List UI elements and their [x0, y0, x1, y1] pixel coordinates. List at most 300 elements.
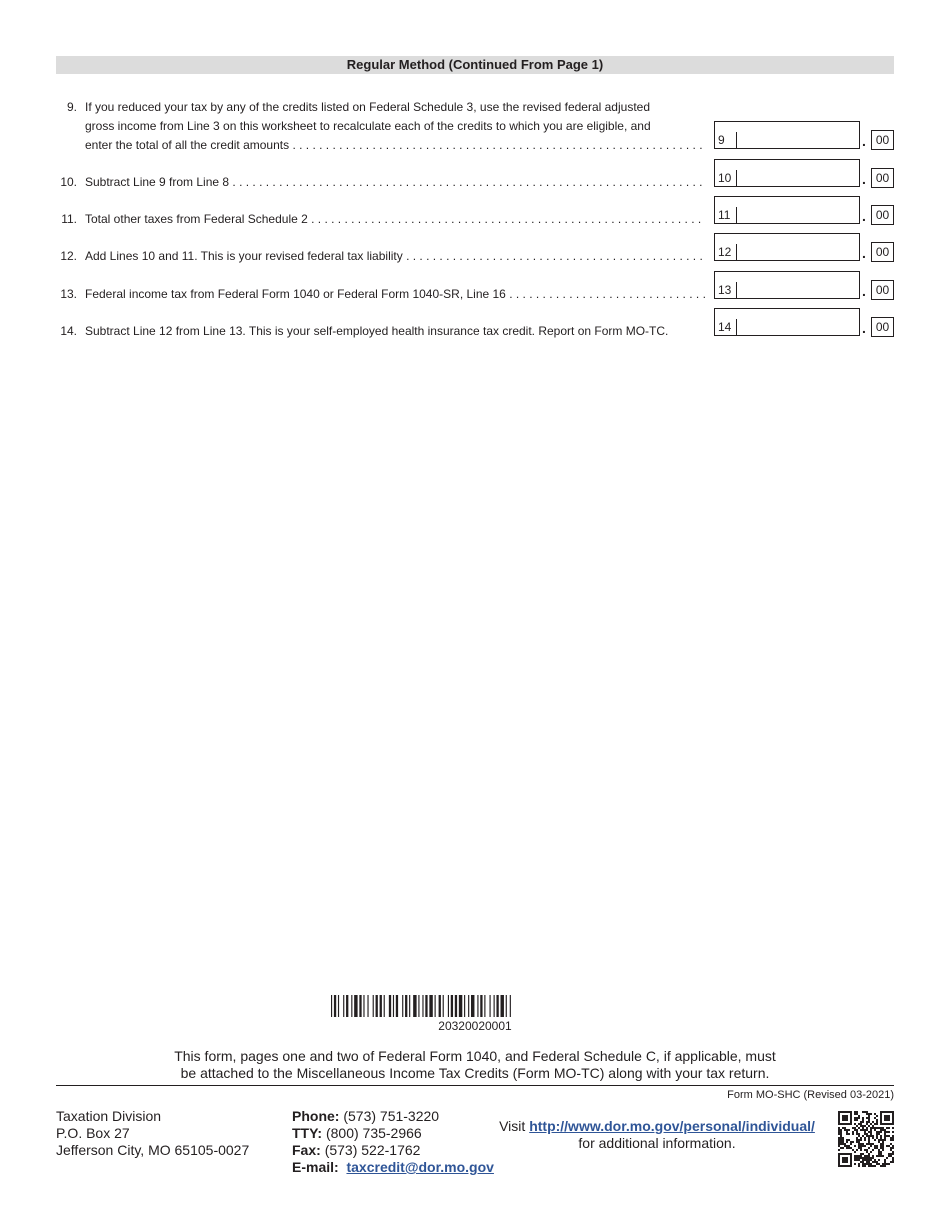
qr-module — [884, 1133, 886, 1135]
qr-module — [890, 1139, 892, 1141]
qr-module — [848, 1129, 850, 1131]
line-description — [85, 173, 705, 192]
tty-label: TTY: — [292, 1125, 323, 1141]
qr-module — [882, 1147, 884, 1149]
qr-module — [872, 1161, 874, 1163]
line-11-cents-field[interactable]: 00 — [871, 205, 894, 225]
line-description — [85, 322, 705, 341]
qr-module — [872, 1165, 874, 1167]
barcode-bar — [331, 995, 332, 1017]
qr-module — [872, 1127, 874, 1129]
qr-module — [854, 1111, 856, 1113]
line-13-cents-field[interactable]: 00 — [871, 280, 894, 300]
barcode-bar — [506, 995, 507, 1017]
line-12-cents-field[interactable]: 00 — [871, 242, 894, 262]
qr-module — [878, 1159, 880, 1161]
qr-module — [858, 1145, 860, 1147]
qr-module — [876, 1145, 878, 1147]
qr-module — [876, 1163, 878, 1165]
qr-module — [864, 1149, 866, 1151]
qr-module — [862, 1135, 864, 1137]
qr-module — [880, 1111, 894, 1113]
decimal-point: . — [862, 245, 866, 261]
address-line: P.O. Box 27 — [56, 1125, 130, 1141]
qr-module — [854, 1123, 856, 1125]
qr-module — [860, 1137, 862, 1139]
box-label: 11 — [715, 207, 737, 223]
line-text-part: enter the total of all the credit amounts . . . — [85, 136, 705, 155]
barcode-bar — [363, 995, 364, 1017]
qr-module — [866, 1157, 868, 1159]
qr-module — [870, 1165, 872, 1167]
qr-module — [892, 1153, 894, 1155]
qr-module — [872, 1135, 874, 1137]
barcode-bar — [405, 995, 407, 1017]
qr-module — [860, 1139, 862, 1141]
line-number: 13. — [60, 287, 77, 301]
qr-module — [868, 1119, 870, 1121]
qr-module — [892, 1137, 894, 1139]
email-row — [292, 1159, 494, 1176]
barcode-bar — [501, 995, 504, 1017]
barcode-bar — [334, 995, 336, 1017]
qr-module — [840, 1143, 842, 1145]
qr-module — [890, 1149, 892, 1151]
barcode-bar — [354, 995, 357, 1017]
qr-module — [854, 1145, 856, 1147]
qr-module — [872, 1137, 874, 1139]
qr-module — [868, 1157, 870, 1159]
qr-module — [864, 1165, 866, 1167]
qr-module — [850, 1153, 852, 1167]
qr-module — [864, 1131, 866, 1133]
barcode-bar — [439, 995, 441, 1017]
line-14-amount-field[interactable] — [714, 308, 860, 336]
qr-module — [852, 1127, 854, 1129]
qr-module — [878, 1163, 880, 1165]
qr-module — [858, 1143, 860, 1145]
qr-module — [892, 1159, 894, 1161]
qr-module — [866, 1127, 868, 1129]
qr-module — [878, 1149, 880, 1151]
phone-row — [292, 1108, 494, 1125]
qr-module — [860, 1157, 862, 1159]
line-12-amount-field[interactable] — [714, 233, 860, 261]
qr-module — [842, 1139, 844, 1141]
barcode-bar — [409, 995, 410, 1017]
line-text-part: Total other taxes from Federal Schedule 2 . . . — [85, 210, 705, 229]
barcode-number: 20320020001 — [438, 1019, 512, 1033]
qr-module — [884, 1165, 886, 1167]
qr-module — [876, 1135, 878, 1137]
qr-module — [858, 1141, 860, 1143]
qr-module — [880, 1127, 882, 1129]
phone-label: Phone: — [292, 1108, 340, 1124]
qr-module — [858, 1133, 860, 1135]
qr-module — [850, 1143, 852, 1145]
qr-module — [858, 1159, 860, 1161]
qr-module — [868, 1143, 870, 1145]
qr-module — [888, 1155, 890, 1157]
qr-module — [862, 1163, 864, 1165]
website-link[interactable]: http://www.dor.mo.gov/personal/individual/ — [529, 1118, 815, 1134]
qr-module — [850, 1147, 852, 1149]
qr-module — [882, 1143, 884, 1145]
qr-module — [884, 1161, 886, 1163]
qr-module — [866, 1121, 868, 1123]
line-description — [85, 98, 705, 155]
qr-module — [838, 1145, 840, 1147]
notice-line: be attached to the Miscellaneous Income Tax Credits (Form MO-TC) along with your tax return. — [180, 1065, 770, 1081]
qr-module — [838, 1133, 840, 1135]
barcode-bar — [459, 995, 462, 1017]
qr-module — [868, 1163, 870, 1165]
qr-module — [858, 1115, 860, 1117]
qr-module — [880, 1137, 882, 1139]
barcode-bar — [393, 995, 394, 1017]
qr-module — [854, 1113, 856, 1115]
qr-module — [890, 1137, 892, 1139]
barcode-bar — [373, 995, 374, 1017]
qr-module — [840, 1141, 842, 1143]
qr-module — [868, 1117, 870, 1119]
qr-module — [870, 1131, 872, 1133]
qr-module — [876, 1123, 878, 1125]
qr-module — [876, 1119, 878, 1121]
qr-module — [844, 1129, 846, 1131]
qr-module — [856, 1131, 858, 1133]
barcode-bar — [343, 995, 344, 1017]
line-number: 11. — [61, 212, 77, 226]
barcode-image — [331, 995, 619, 1017]
qr-module — [862, 1121, 864, 1123]
barcode-bar — [435, 995, 436, 1017]
qr-module — [874, 1113, 876, 1115]
qr-module — [864, 1133, 866, 1135]
qr-module — [876, 1127, 878, 1129]
qr-module — [846, 1147, 848, 1149]
qr-module — [838, 1153, 852, 1155]
line-9-cents-field[interactable]: 00 — [871, 130, 894, 150]
barcode-bar — [413, 995, 416, 1017]
box-label: 9 — [715, 132, 737, 148]
qr-module — [838, 1141, 840, 1143]
line-13-amount-field[interactable] — [714, 271, 860, 299]
qr-module — [880, 1165, 882, 1167]
qr-module — [884, 1139, 886, 1141]
qr-module — [872, 1155, 874, 1157]
qr-module — [868, 1159, 870, 1161]
visit-suffix: for additional information. — [578, 1135, 736, 1151]
qr-module — [854, 1159, 856, 1161]
qr-module — [890, 1161, 892, 1163]
qr-module — [858, 1157, 860, 1159]
qr-module — [868, 1161, 870, 1163]
qr-module — [854, 1151, 856, 1153]
qr-module — [876, 1133, 878, 1135]
qr-module — [880, 1139, 882, 1141]
address-line: Jefferson City, MO 65105-0027 — [56, 1142, 250, 1158]
qr-module — [840, 1137, 842, 1139]
qr-module — [874, 1147, 876, 1149]
decimal-point: . — [862, 320, 866, 336]
barcode-bar — [455, 995, 457, 1017]
qr-module — [886, 1135, 888, 1137]
barcode-bar — [396, 995, 398, 1017]
qr-module — [874, 1139, 876, 1141]
barcode-bar — [376, 995, 378, 1017]
mailing-address — [56, 1108, 249, 1159]
qr-module — [888, 1127, 890, 1129]
barcode-bar — [402, 995, 403, 1017]
barcode-bar — [425, 995, 427, 1017]
line-14-cents-field[interactable]: 00 — [871, 317, 894, 337]
barcode-bar — [338, 995, 339, 1017]
qr-module — [878, 1127, 880, 1129]
qr-module — [838, 1111, 840, 1125]
qr-module — [868, 1137, 870, 1139]
qr-module — [838, 1123, 852, 1125]
qr-module — [866, 1155, 868, 1157]
email-label: E-mail: — [292, 1159, 339, 1175]
notice-line: This form, pages one and two of Federal Form 1040, and Federal Schedule C, if applicable, must — [174, 1048, 776, 1064]
qr-module — [870, 1133, 872, 1135]
qr-module — [876, 1131, 878, 1133]
barcode-bar — [367, 995, 368, 1017]
decimal-point: . — [862, 283, 866, 299]
qr-module — [880, 1145, 882, 1147]
line-10-cents-field[interactable]: 00 — [871, 168, 894, 188]
qr-module — [870, 1123, 872, 1125]
qr-module — [850, 1111, 852, 1125]
qr-module — [874, 1161, 876, 1163]
tty-row — [292, 1125, 494, 1142]
line-11-amount-field[interactable] — [714, 196, 860, 224]
line-description — [85, 247, 705, 266]
qr-module — [856, 1125, 858, 1127]
qr-module — [860, 1143, 862, 1145]
qr-module — [842, 1143, 844, 1145]
qr-module — [860, 1121, 862, 1123]
qr-module — [842, 1127, 844, 1129]
qr-module — [866, 1113, 868, 1115]
qr-module — [862, 1117, 864, 1119]
qr-module — [870, 1143, 872, 1145]
qr-module — [880, 1155, 882, 1157]
qr-module — [880, 1129, 882, 1131]
qr-module — [842, 1147, 844, 1149]
barcode-bar — [451, 995, 453, 1017]
qr-module — [866, 1163, 868, 1165]
qr-module — [866, 1111, 868, 1113]
qr-module — [874, 1165, 876, 1167]
qr-module — [858, 1155, 860, 1157]
qr-module — [862, 1159, 864, 1161]
qr-module — [862, 1129, 864, 1131]
qr-module — [868, 1155, 870, 1157]
qr-module — [892, 1151, 894, 1153]
qr-module — [860, 1153, 862, 1155]
qr-module — [866, 1159, 868, 1161]
qr-module — [876, 1115, 878, 1117]
qr-module — [870, 1127, 872, 1129]
qr-module — [860, 1161, 862, 1163]
qr-module — [864, 1145, 866, 1147]
qr-module — [840, 1139, 842, 1141]
email-link[interactable]: taxcredit@dor.mo.gov — [346, 1159, 494, 1175]
barcode-bar — [448, 995, 449, 1017]
barcode-bar — [494, 995, 495, 1017]
qr-module — [862, 1161, 864, 1163]
address-line: Taxation Division — [56, 1108, 162, 1124]
qr-module — [852, 1133, 854, 1135]
qr-module — [888, 1163, 890, 1165]
qr-module — [864, 1125, 866, 1127]
qr-module — [864, 1163, 866, 1165]
qr-module — [840, 1129, 842, 1131]
barcode-bar — [384, 995, 385, 1017]
qr-module — [888, 1135, 890, 1137]
qr-module — [866, 1149, 868, 1151]
attachment-notice — [0, 1048, 950, 1082]
qr-module — [864, 1111, 866, 1113]
qr-module — [866, 1135, 868, 1137]
qr-module — [858, 1135, 860, 1137]
qr-module — [876, 1155, 878, 1157]
qr-module — [856, 1159, 858, 1161]
footer-divider — [56, 1085, 894, 1086]
barcode-bar — [359, 995, 361, 1017]
qr-module — [862, 1119, 864, 1121]
box-label: 13 — [715, 282, 737, 298]
qr-module — [876, 1147, 878, 1149]
qr-module — [856, 1157, 858, 1159]
qr-module — [882, 1145, 884, 1147]
qr-module — [868, 1115, 870, 1117]
qr-module — [870, 1151, 872, 1153]
qr-module — [862, 1153, 864, 1155]
qr-module — [870, 1129, 872, 1131]
qr-module — [882, 1129, 884, 1131]
barcode-bar — [484, 995, 485, 1017]
qr-module — [870, 1157, 872, 1159]
qr-module — [886, 1127, 888, 1129]
line-text-part: If you reduced your tax by any of the credits listed on Federal Schedule 3, use the revised federal adjusted — [85, 100, 651, 114]
qr-module — [880, 1123, 894, 1125]
qr-module — [884, 1137, 886, 1139]
qr-module — [850, 1141, 852, 1143]
contact-info — [292, 1108, 494, 1176]
qr-module — [854, 1119, 856, 1121]
qr-module — [848, 1147, 850, 1149]
qr-module — [884, 1135, 886, 1137]
visit-line — [472, 1118, 842, 1135]
fax-number: (573) 522-1762 — [324, 1142, 421, 1158]
qr-module — [882, 1127, 884, 1129]
fax-label: Fax: — [292, 1142, 321, 1158]
qr-module — [846, 1131, 848, 1133]
qr-module — [856, 1111, 858, 1113]
qr-module — [854, 1155, 856, 1157]
qr-module — [862, 1127, 864, 1129]
qr-module — [852, 1149, 854, 1151]
qr-module — [860, 1129, 862, 1131]
qr-module — [880, 1131, 882, 1133]
qr-module — [884, 1115, 890, 1121]
qr-module — [882, 1165, 884, 1167]
barcode-bar — [380, 995, 382, 1017]
line-number: 12. — [60, 249, 77, 263]
qr-module — [882, 1139, 884, 1141]
qr-module — [838, 1127, 840, 1129]
qr-module — [838, 1111, 852, 1113]
phone-number: (573) 751-3220 — [343, 1108, 440, 1124]
qr-module — [846, 1129, 848, 1131]
qr-module — [892, 1139, 894, 1141]
barcode-bar — [468, 995, 469, 1017]
qr-module — [860, 1145, 862, 1147]
qr-module — [878, 1151, 880, 1153]
qr-module — [858, 1139, 860, 1141]
qr-module — [856, 1141, 858, 1143]
qr-module — [890, 1143, 892, 1145]
qr-module — [862, 1125, 864, 1127]
qr-module — [858, 1147, 860, 1149]
qr-module — [868, 1131, 870, 1133]
qr-module — [874, 1159, 876, 1161]
qr-module — [842, 1115, 848, 1121]
barcode-bar — [496, 995, 498, 1017]
section-header: Regular Method (Continued From Page 1) — [56, 56, 894, 74]
qr-module — [878, 1155, 880, 1157]
qr-module — [854, 1129, 856, 1131]
qr-module — [860, 1155, 862, 1157]
qr-module — [866, 1161, 868, 1163]
qr-module — [866, 1151, 868, 1153]
line-text-part: gross income from Line 3 on this worksheet to recalculate each of the credits to which you are eligible, and — [85, 119, 651, 133]
qr-module — [864, 1155, 866, 1157]
qr-module — [860, 1123, 862, 1125]
qr-module — [838, 1143, 840, 1145]
line-9-amount-field[interactable] — [714, 121, 860, 149]
line-number: 14. — [60, 324, 77, 338]
qr-module — [868, 1113, 870, 1115]
line-10-amount-field[interactable] — [714, 159, 860, 187]
qr-module — [844, 1143, 846, 1145]
qr-module — [868, 1125, 870, 1127]
barcode-bar — [510, 995, 511, 1017]
qr-module — [882, 1155, 884, 1157]
qr-module — [886, 1157, 888, 1159]
qr-module — [838, 1139, 840, 1141]
line-description — [85, 285, 705, 304]
barcode-bar — [471, 995, 474, 1017]
qr-module — [866, 1123, 868, 1125]
qr-module — [882, 1141, 884, 1143]
qr-module — [838, 1131, 840, 1133]
qr-module — [856, 1119, 858, 1121]
qr-module — [854, 1157, 856, 1159]
qr-module — [892, 1157, 894, 1159]
qr-module — [862, 1145, 864, 1147]
qr-module — [866, 1117, 868, 1119]
qr-module — [884, 1163, 886, 1165]
box-label: 12 — [715, 244, 737, 260]
qr-module — [874, 1129, 876, 1131]
qr-module — [874, 1127, 876, 1129]
barcode-bar — [429, 995, 432, 1017]
qr-module — [884, 1159, 886, 1161]
